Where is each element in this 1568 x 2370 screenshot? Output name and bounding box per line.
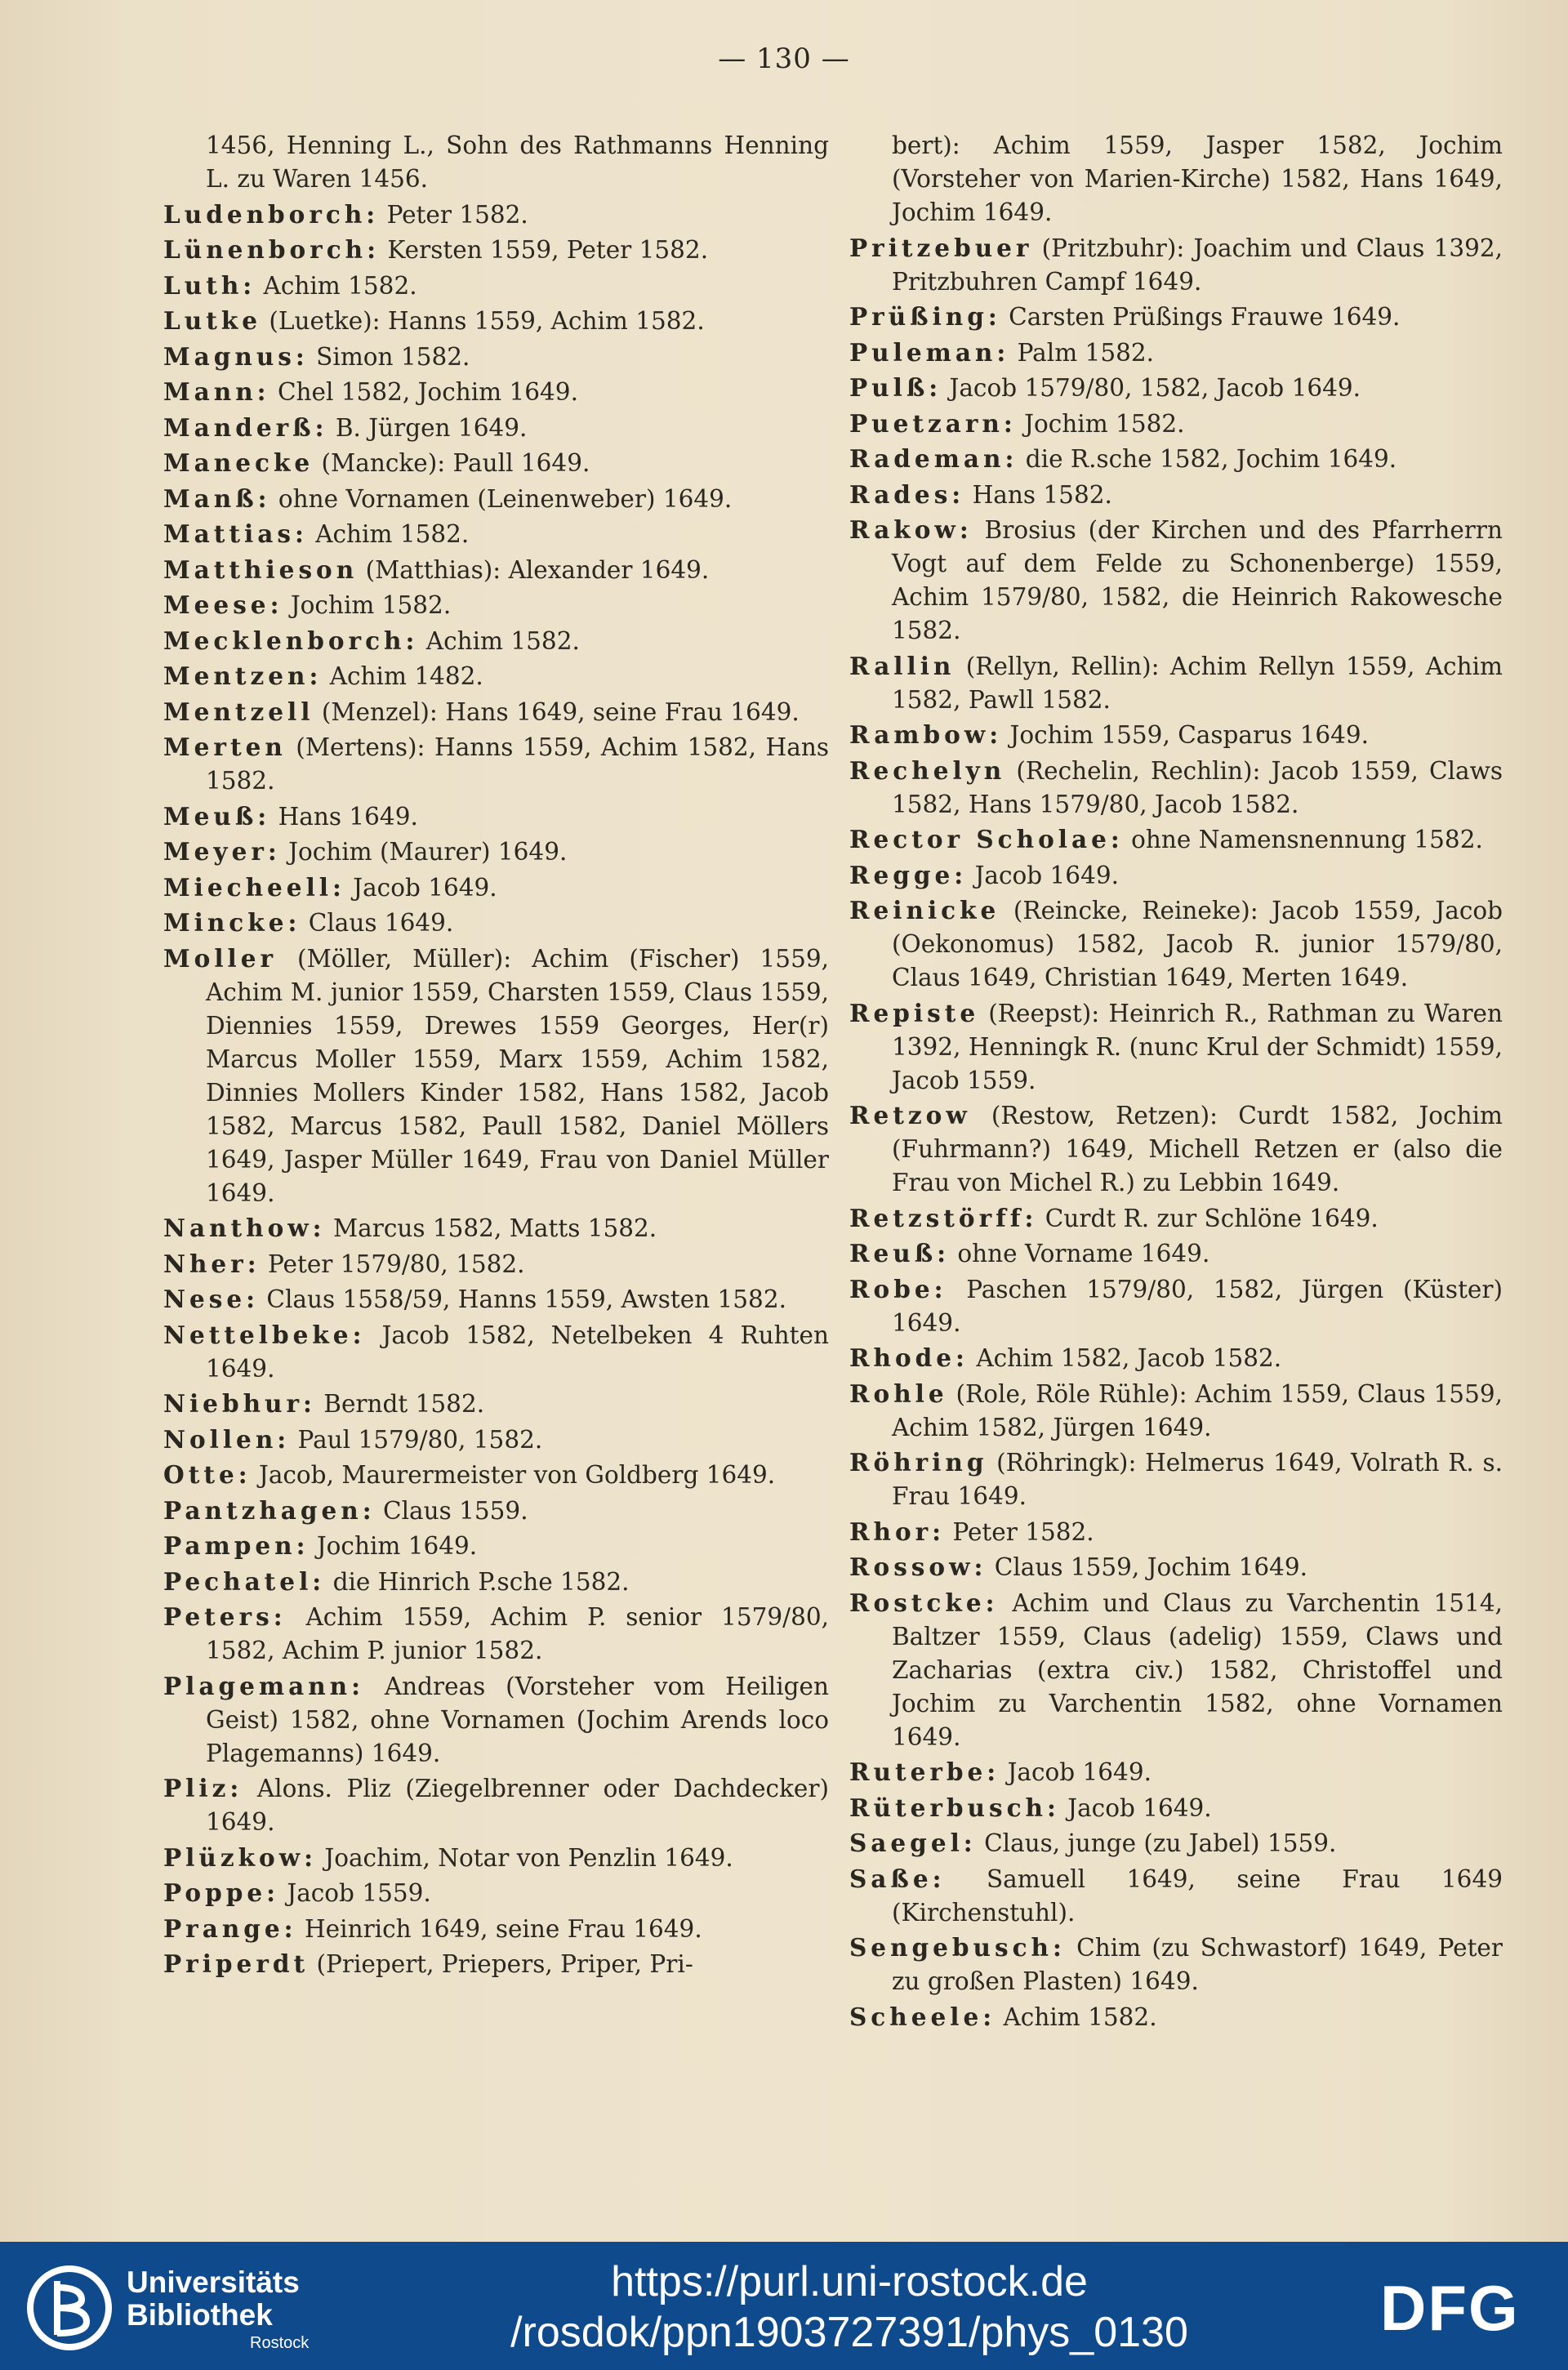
entry-surname: Retzow (849, 1101, 971, 1129)
entry-surname: Regge: (849, 860, 968, 889)
entry-surname: Pechatel: (163, 1566, 326, 1596)
register-entry (849, 822, 1503, 857)
entry-text: Jacob 1559. (278, 1879, 431, 1907)
entry-text: Jochim 1559, Casparus 1649. (1002, 721, 1370, 749)
entry-surname: Plagemann: (163, 1671, 365, 1700)
register-entry (163, 1529, 829, 1563)
url-line2[interactable]: /rosdok/ppn1903727391/phys_0130 (510, 2309, 1188, 2356)
register-entry (849, 1098, 1503, 1200)
entry-text: Alons. Pliz (Ziegelbrenner oder Dachdecker) 1649. (206, 1775, 829, 1836)
entry-surname: Rostcke: (849, 1588, 999, 1617)
entry-surname: Matthieson (163, 555, 359, 584)
entry-surname: Pantzhagen: (163, 1495, 376, 1525)
register-entry (849, 478, 1503, 512)
register-entry (849, 1826, 1503, 1860)
entry-surname: Luth: (163, 270, 256, 300)
register-entry (163, 482, 829, 516)
register-entry (849, 1550, 1503, 1584)
entry-text: Achim 1582. (418, 626, 580, 655)
register-entry (849, 371, 1503, 405)
entry-surname: Rohle (849, 1379, 948, 1408)
entry-surname: Reuß: (849, 1239, 951, 1267)
page-number: — 130 — (718, 42, 850, 75)
entry-text: Achim und Claus zu Varchentin 1514, Baltzer 1559, Claus (adelig) 1559, Claws und Zacharias (extra civ.) 1582, Christoffel und Jochim zu Varchentin 1582, ohne Vornamen 1649. (892, 1588, 1503, 1751)
entry-text: Achim 1582. (307, 520, 470, 548)
entry-surname: Scheele: (849, 2002, 996, 2031)
entry-text: 1456, Henning L., Sohn des Rathmanns Henning L. zu Waren 1456. (206, 131, 829, 193)
right-column (849, 129, 1503, 2035)
register-entry (163, 906, 829, 940)
register-entry (849, 1272, 1503, 1340)
register-entry (849, 754, 1503, 822)
entry-text: Paschen 1579/80, 1582, Jürgen (Küster) 1649. (892, 1275, 1503, 1337)
register-entry (849, 1755, 1503, 1789)
entry-surname: Mattias: (163, 519, 308, 548)
entry-surname: Reinicke (849, 896, 1000, 924)
register-entry (163, 1912, 829, 1946)
entry-text: Hans 1649. (270, 802, 418, 831)
entry-surname: Ludenborch: (163, 199, 380, 229)
register-entry (849, 893, 1503, 995)
entry-text: (Reepst): Heinrich R., Rathman zu Waren 1392, Henningk R. (nunc Krul der Schmidt) 1559, Jacob 1559. (892, 999, 1503, 1094)
entry-text: die R.sche 1582, Jochim 1649. (1018, 445, 1397, 473)
entry-text: Jochim 1649. (309, 1532, 478, 1560)
register-entry (163, 411, 829, 445)
register-entry (163, 835, 829, 869)
entry-surname: Lutke (163, 306, 262, 335)
entry-surname: Rallin (849, 651, 956, 680)
register-entry (163, 198, 829, 232)
left-column (163, 129, 829, 1983)
entry-text: (Mancke): Paull 1649. (314, 449, 590, 477)
register-entry (849, 1586, 1503, 1754)
register-entry (163, 942, 829, 1210)
register-entry (163, 1318, 829, 1386)
entry-text: (Priepert, Priepers, Priper, Pri- (309, 1950, 693, 1978)
entry-surname: Mentzell (163, 697, 314, 726)
entry-surname: Prüßing: (849, 302, 1001, 331)
entry-text: Marcus 1582, Matts 1582. (325, 1214, 657, 1242)
register-entry (163, 1282, 829, 1316)
entry-text: (Role, Röle Rühle): Achim 1559, Claus 1559, Achim 1582, Jürgen 1649. (892, 1379, 1503, 1441)
entry-surname: Repiste (849, 998, 980, 1027)
entry-text: Achim 1582. (996, 2002, 1157, 2031)
register-entry (163, 1423, 829, 1457)
entry-text: Curdt R. zur Schlöne 1649. (1037, 1204, 1379, 1232)
entry-text: Chim (zu Schwastorf) 1649, Peter zu großen Plasten) 1649. (892, 1934, 1503, 1995)
entry-surname: Poppe: (163, 1878, 279, 1907)
entry-surname: Rector Scholae: (849, 825, 1124, 853)
entry-text: Jacob 1649. (1000, 1758, 1152, 1786)
entry-surname: Pulß: (849, 373, 942, 402)
entry-surname: Rakow: (849, 515, 973, 544)
entry-surname: Moller (163, 943, 278, 973)
entry-text: Heinrich 1649, seine Frau 1649. (296, 1914, 702, 1943)
register-entry (163, 1771, 829, 1839)
register-entry (849, 1931, 1503, 1998)
register-entry (163, 800, 829, 834)
entry-surname: Rossow: (849, 1553, 987, 1581)
entry-text: (Menzel): Hans 1649, seine Frau 1649. (314, 697, 800, 726)
entry-surname: Nollen: (163, 1424, 291, 1454)
register-entry (849, 513, 1503, 648)
register-entry (163, 1876, 829, 1910)
entry-text: B. Jürgen 1649. (327, 413, 528, 442)
entry-text: Jochim 1582. (283, 591, 452, 619)
entry-surname: Mentzen: (163, 662, 323, 690)
entry-surname: Rechelyn (849, 755, 1006, 785)
entry-text: Hans 1582. (964, 480, 1112, 509)
register-entry (849, 1377, 1503, 1445)
register-entry (849, 336, 1503, 370)
entry-surname: Nher: (163, 1249, 261, 1278)
entry-text: Jacob, Maurermeister von Goldberg 1649. (251, 1461, 776, 1489)
entry-text: Paul 1579/80, 1582. (290, 1425, 543, 1454)
entry-surname: Sengebusch: (849, 1933, 1066, 1962)
entry-surname: Niebhur: (163, 1389, 316, 1418)
entry-surname: Mann: (163, 377, 270, 406)
entry-text: Kersten 1559, Peter 1582. (380, 236, 709, 264)
entry-text: Claus 1558/59, Hanns 1559, Awsten 1582. (259, 1285, 786, 1313)
entry-surname: Mecklenborch: (163, 626, 419, 655)
entry-text: Peter 1579/80, 1582. (260, 1250, 525, 1278)
entry-surname: Pliz: (163, 1774, 243, 1802)
register-entry (163, 1458, 829, 1492)
register-entry (163, 1494, 829, 1528)
entry-surname: Meese: (163, 590, 283, 619)
entry-text: Jacob 1579/80, 1582, Jacob 1649. (942, 374, 1361, 402)
entry-text: Achim 1582, Jacob 1582. (968, 1344, 1282, 1372)
entry-surname: Röhring (849, 1448, 988, 1477)
entry-text: Andreas (Vorsteher vom Heiligen Geist) 1582, ohne Vornamen (Jochim Arends loco Plagemanns) 1649. (206, 1672, 829, 1767)
entry-text: Samuell 1649, seine Frau 1649 (Kirchenstuhl). (892, 1864, 1503, 1927)
register-entry (163, 730, 829, 798)
entry-text: Jochim 1582. (1016, 409, 1185, 438)
register-entry (849, 2000, 1503, 2034)
register-entry (163, 624, 829, 658)
entry-text: Jacob 1649. (967, 861, 1119, 889)
register-entry (849, 1791, 1503, 1825)
entry-surname: Magnus: (163, 341, 309, 371)
register-entry (849, 442, 1503, 476)
register-entry (849, 231, 1503, 299)
entry-surname: Peters: (163, 1602, 287, 1631)
entry-surname: Retzstörff: (849, 1203, 1038, 1232)
entry-surname: Rademan: (849, 444, 1018, 473)
entry-text: Palm 1582. (1009, 338, 1155, 367)
entry-text: Jacob 1582, Netelbeken 4 Ruhten 1649. (206, 1321, 829, 1383)
register-entry (163, 304, 829, 338)
entry-surname: Priperdt (163, 1949, 310, 1978)
entry-surname: Rhor: (849, 1517, 946, 1546)
register-entry (163, 553, 829, 587)
entry-surname: Miecheell: (163, 872, 345, 902)
entry-text: (Möller, Müller): Achim (Fischer) 1559, Achim M. junior 1559, Charsten 1559, Claus 1559, Diennies 1559, Drewes 1559 Georges, Her(r) Marcus Moller 1559, Marx 1559, Achim 1582, Dinnies Mollers Kinder 1582, Hans 1582, Jacob 1582, Marcus 1582, Paull 1582, Daniel Möllers 1649, Jasper Müller 1649, Frau von Daniel Müller 1649. (206, 944, 829, 1207)
entry-text: (Matthias): Alexander 1649. (358, 555, 710, 584)
register-entry (849, 718, 1503, 752)
entry-text: Berndt 1582. (315, 1390, 485, 1418)
entry-text: Peter 1582. (945, 1517, 1094, 1546)
entry-surname: Rambow: (849, 720, 1003, 749)
register-entry (849, 1236, 1503, 1271)
register-entry (163, 695, 829, 729)
entry-text: (Rechelin, Rechlin): Jacob 1559, Claws 1582, Hans 1579/80, Jacob 1582. (892, 756, 1503, 818)
entry-text: (Pritzbuhr): Joachim und Claus 1392, Pritzbuhren Campf 1649. (892, 234, 1503, 296)
register-entry (163, 233, 829, 267)
entry-text: Claus 1649. (301, 909, 454, 937)
register-entry (163, 1947, 829, 1981)
entry-text: Achim 1559, Achim P. senior 1579/80, 1582, Achim P. junior 1582. (206, 1603, 829, 1664)
entry-text: (Röhringk): Helmerus 1649, Volrath R. s. Frau 1649. (892, 1449, 1503, 1510)
register-entry (163, 871, 829, 905)
library-name-line1: Universitäts (127, 2265, 300, 2299)
entry-surname: Lünenborch: (163, 235, 381, 264)
entry-surname: Robe: (849, 1274, 947, 1303)
register-entry (849, 129, 1503, 229)
entry-text: Claus, junge (zu Jabel) 1559. (976, 1829, 1337, 1857)
entry-surname: Manderß: (163, 412, 328, 442)
library-city: Rostock (250, 2334, 310, 2352)
entry-surname: Saegel: (849, 1829, 977, 1857)
entry-surname: Manecke (163, 448, 314, 477)
entry-text: Chel 1582, Jochim 1649. (270, 378, 578, 406)
persistent-url[interactable] (457, 2256, 1241, 2358)
register-entry (163, 1387, 829, 1421)
register-entry (849, 1446, 1503, 1513)
entry-surname: Otte: (163, 1460, 252, 1489)
register-entry (163, 1600, 829, 1668)
entry-surname: Puetzarn: (849, 408, 1017, 438)
register-entry (163, 269, 829, 303)
entry-text: Carsten Prüßings Frauwe 1649. (1000, 303, 1401, 331)
entry-surname: Prange: (163, 1913, 297, 1943)
register-entry (163, 659, 829, 693)
entry-text: ohne Vornamen (Leinenweber) 1649. (270, 484, 733, 513)
register-entry (163, 1211, 829, 1245)
entry-surname: Meuß: (163, 801, 271, 831)
register-entry (163, 375, 829, 409)
entry-text: Simon 1582. (308, 342, 470, 371)
entry-text: (Reincke, Reineke): Jacob 1559, Jacob (Oekonomus) 1582, Jacob R. junior 1579/80, Claus 1649, Christian 1649, Merten 1649. (892, 897, 1503, 991)
register-entry (163, 1565, 829, 1599)
entry-surname: Manß: (163, 483, 271, 513)
entry-text: (Rellyn, Rellin): Achim Rellyn 1559, Achim 1582, Pawll 1582. (892, 652, 1503, 714)
entry-text: Jacob 1649. (1059, 1793, 1212, 1822)
register-entry (849, 1341, 1503, 1375)
entry-text: Brosius (der Kirchen und des Pfarrherrn Vogt auf dem Felde zu Schonenberge) 1559, Achim 1579/80, 1582, die Heinrich Rakowesche 1582. (892, 516, 1503, 644)
entry-text: Claus 1559, Jochim 1649. (987, 1553, 1308, 1581)
register-entry (849, 649, 1503, 717)
register-entry (163, 588, 829, 622)
entry-text: Achim 1582. (256, 271, 417, 300)
entry-text: (Luetke): Hanns 1559, Achim 1582. (261, 307, 705, 335)
register-entry (163, 1841, 829, 1875)
entry-text: Achim 1482. (322, 662, 483, 690)
entry-surname: Ruterbe: (849, 1757, 1000, 1786)
register-entry (849, 1515, 1503, 1549)
register-entry (849, 1862, 1503, 1930)
entry-text: Joachim, Notar von Penzlin 1649. (317, 1843, 733, 1872)
entry-text: ohne Vorname 1649. (950, 1240, 1210, 1267)
register-entry (163, 129, 829, 196)
register-entry (849, 407, 1503, 441)
url-line1[interactable]: https://purl.uni-rostock.de (611, 2258, 1088, 2305)
entry-text: Jochim (Maurer) 1649. (280, 838, 568, 866)
entry-surname: Pampen: (163, 1531, 310, 1560)
entry-text: (Restow, Retzen): Curdt 1582, Jochim (Fuhrmann?) 1649, Michell Retzen er (also die Frau von Michel R.) zu Lebbin 1649. (892, 1102, 1503, 1196)
entry-text: ohne Namensnennung 1582. (1123, 826, 1483, 853)
entry-text: (Mertens): Hanns 1559, Achim 1582, Hans 1582. (206, 733, 829, 795)
register-entry (163, 1669, 829, 1771)
register-entry (849, 300, 1503, 334)
entry-surname: Rüterbusch: (849, 1793, 1060, 1822)
library-name-line2: Bibliothek (127, 2298, 273, 2332)
dfg-logo: DFG (1380, 2272, 1520, 2344)
entry-surname: Merten (163, 733, 287, 761)
register-entry (849, 996, 1503, 1098)
footer-bar (0, 2242, 1568, 2370)
entry-surname: Saße: (849, 1864, 946, 1893)
register-entry (163, 517, 829, 551)
entry-surname: Nanthow: (163, 1214, 326, 1242)
university-library-logo-icon (24, 2263, 114, 2353)
entry-text: Jacob 1649. (345, 873, 497, 902)
entry-surname: Meyer: (163, 837, 281, 866)
entry-surname: Rhode: (849, 1343, 969, 1372)
entry-surname: Nese: (163, 1285, 260, 1313)
entry-surname: Rades: (849, 479, 965, 509)
entry-text: die Hinrich P.sche 1582. (325, 1567, 630, 1596)
library-name (127, 2266, 300, 2332)
register-entry (163, 1247, 829, 1281)
register-entry (163, 340, 829, 374)
entry-surname: Plüzkow: (163, 1842, 317, 1872)
register-entry (849, 1201, 1503, 1236)
register-entry (163, 446, 829, 480)
entry-text: bert): Achim 1559, Jasper 1582, Jochim (Vorsteher von Marien-Kirche) 1582, Hans 1649, Jochim 1649. (892, 131, 1503, 226)
entry-text: Claus 1559. (375, 1496, 528, 1525)
register-entry (849, 858, 1503, 893)
entry-surname: Mincke: (163, 908, 301, 937)
entry-surname: Puleman: (849, 337, 1010, 367)
entry-surname: Nettelbeke: (163, 1320, 366, 1349)
entry-surname: Pritzebuer (849, 233, 1033, 262)
entry-text: Peter 1582. (379, 200, 528, 229)
